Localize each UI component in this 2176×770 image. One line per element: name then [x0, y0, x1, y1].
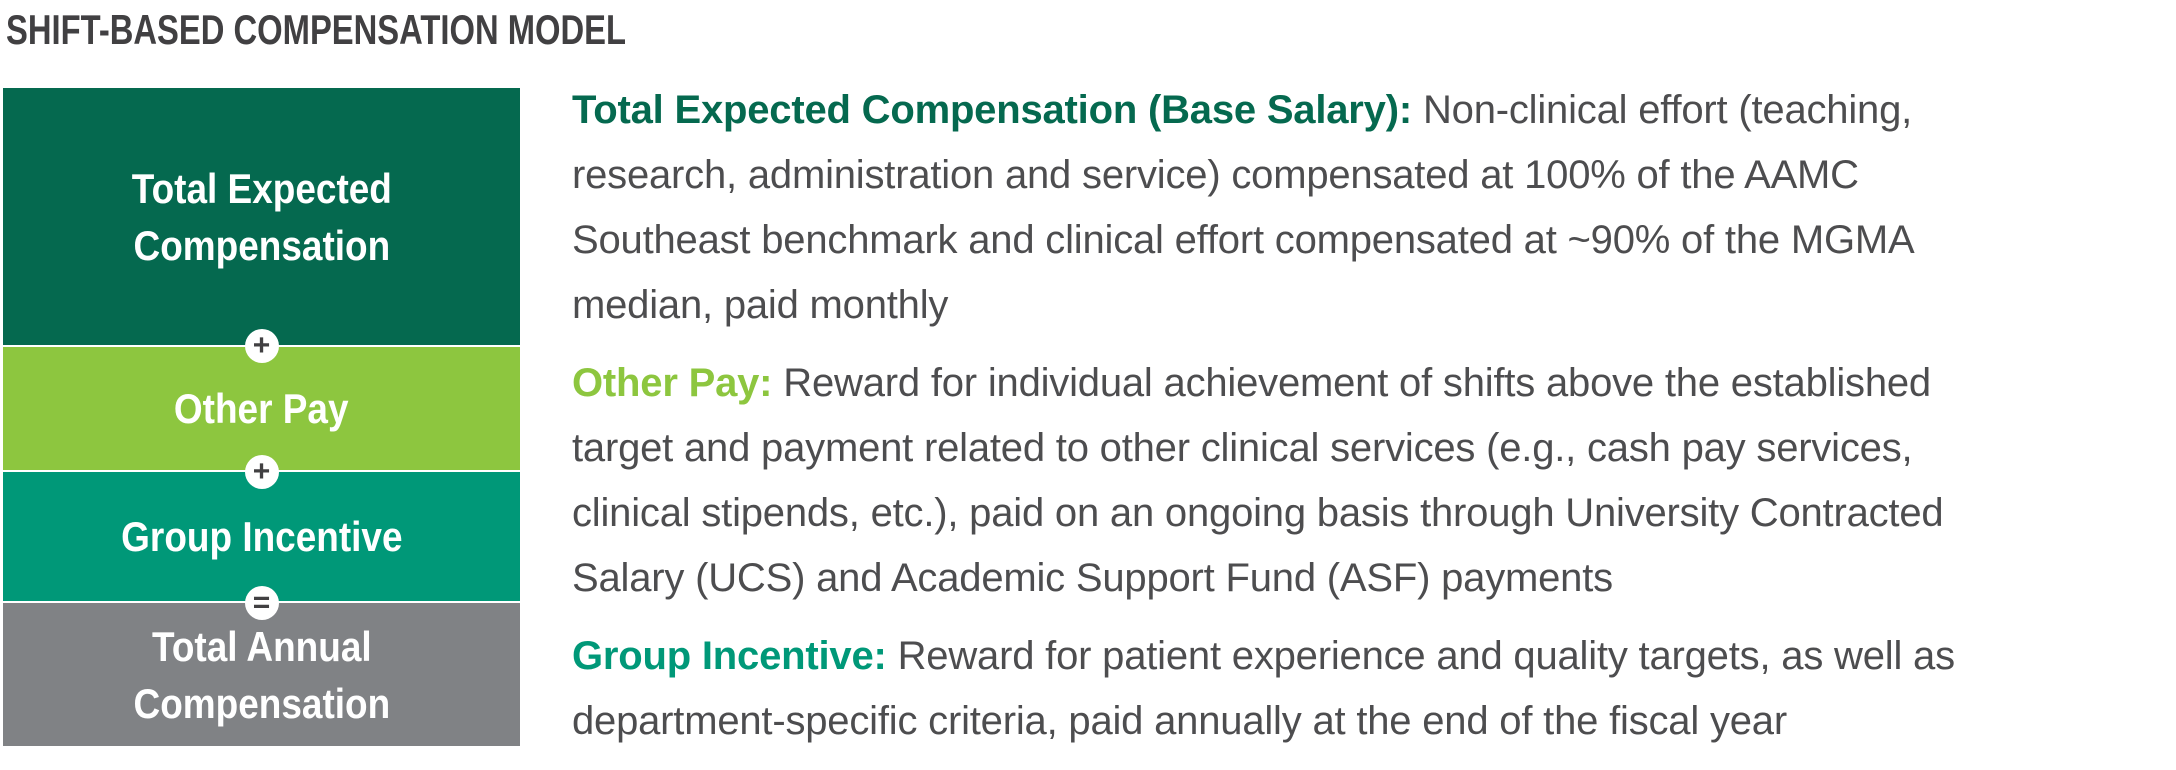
paragraph-line: department-specific criteria, paid annually at the end of the fiscal year: [572, 699, 1787, 743]
paragraph-label: Group Incentive:: [572, 634, 887, 678]
paragraph-line: [572, 351, 1955, 416]
paragraph-line: clinical stipends, etc.), paid on an ongoing basis through University Contracted: [572, 491, 1944, 535]
figure-title: SHIFT-BASED COMPENSATION MODEL: [6, 6, 627, 53]
block-group-incentive: [3, 472, 520, 601]
paragraph-line: Southeast benchmark and clinical effort compensated at ~90% of the MGMA: [572, 218, 1915, 262]
paragraph-line: target and payment related to other clinical services (e.g., cash pay services,: [572, 426, 1913, 470]
paragraph-line: median, paid monthly: [572, 283, 949, 327]
plus-icon: +: [245, 329, 279, 363]
compensation-stack-diagram: [3, 88, 520, 748]
paragraph-group-incentive: [572, 624, 1955, 754]
paragraph-line: Salary (UCS) and Academic Support Fund (ASF) payments: [572, 556, 1613, 600]
paragraph-text: Non-clinical effort (teaching,: [1422, 88, 1913, 132]
paragraph-label: Total Expected Compensation (Base Salary):: [572, 88, 1412, 132]
block-label: Group Incentive: [120, 513, 403, 560]
block-other-pay: [3, 347, 520, 470]
block-label: Total Annual: [151, 622, 372, 670]
block-label: Total Expected: [131, 164, 392, 212]
block-label: Compensation: [133, 679, 390, 727]
paragraph-total-expected-compensation: [572, 78, 1955, 338]
paragraph-line: [572, 78, 1955, 143]
paragraph-text: Reward for patient experience and quality targets, as well as: [897, 634, 1955, 678]
paragraph-line: [572, 624, 1955, 689]
block-total-annual-compensation: [3, 603, 520, 746]
paragraph-label: Other Pay:: [572, 361, 773, 405]
descriptions-column: [572, 78, 1955, 767]
plus-icon: +: [245, 455, 279, 489]
equals-icon: =: [245, 586, 279, 620]
block-label: Other Pay: [174, 385, 349, 432]
paragraph-other-pay: [572, 351, 1955, 611]
block-label: Compensation: [133, 221, 390, 269]
paragraph-line: research, administration and service) compensated at 100% of the AAMC: [572, 153, 1859, 197]
block-total-expected-compensation: [3, 88, 520, 345]
paragraph-text: Reward for individual achievement of shifts above the established: [783, 361, 1931, 405]
